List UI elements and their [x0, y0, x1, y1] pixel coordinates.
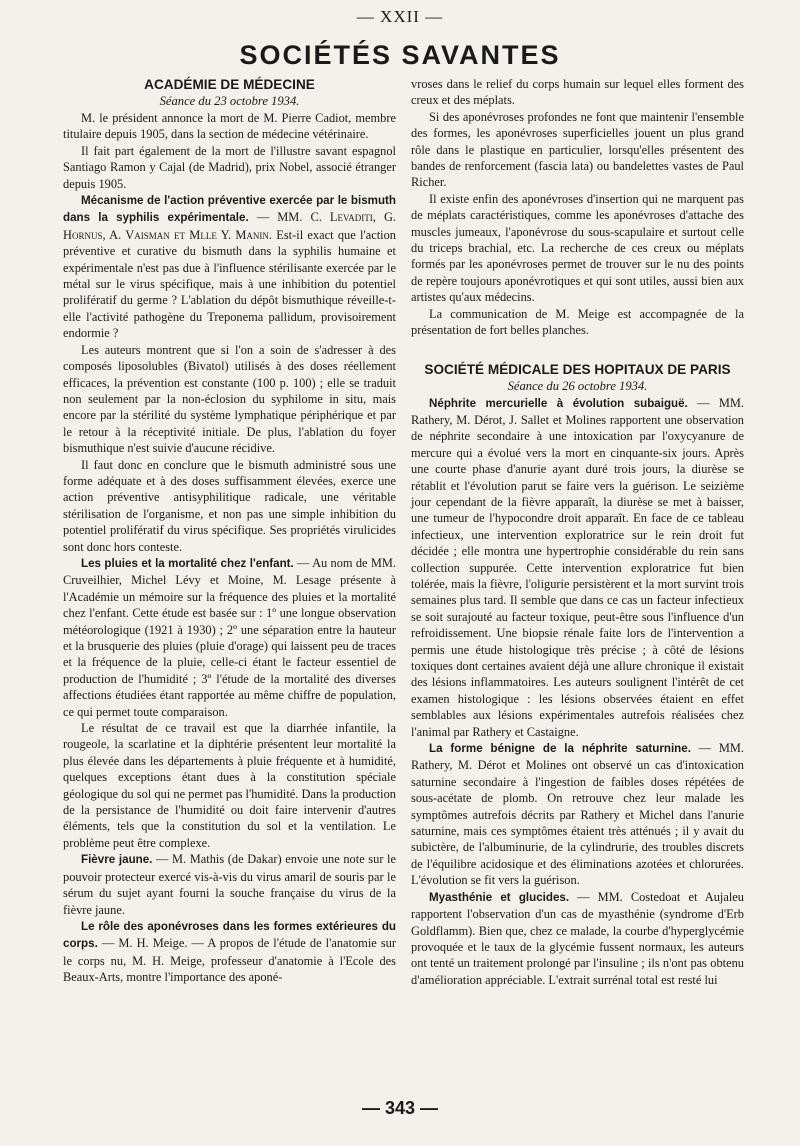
- paragraph-cajal: Il fait part également de la mort de l'illustre savant espagnol Santiago Ramon y Cajal (de Madrid), prix Nobel, associé étranger depuis 1905.: [63, 143, 396, 191]
- right-column: [411, 76, 744, 988]
- article-nephrite-mercurielle-title: Néphrite mercurielle à évolution subaiguë.: [429, 396, 688, 410]
- article-bismuth: [63, 192, 396, 342]
- article-pluies-title: Les pluies et la mortalité chez l'enfant.: [81, 556, 294, 570]
- article-fievre-jaune: [63, 851, 396, 918]
- article-myasthenie: [411, 889, 744, 988]
- article-pluies: [63, 555, 396, 720]
- societe-medicale-seance-date: Séance du 26 octobre 1934.: [507, 378, 648, 393]
- academie-heading: ACADÉMIE DE MÉDECINE: [144, 77, 315, 92]
- article-bismuth-title: Mécanisme de l'action préventive exercée par le bismuth dans la syphilis expérimentale.: [63, 194, 396, 225]
- article-nephrite-saturnine: [411, 740, 744, 889]
- article-fievre-jaune-text: — M. Mathis (de Dakar) envoie une note sur le pouvoir protecteur exercé vis-à-vis du virus amaril de souris par le sérum du sujet ayant fourni la souche française du virus de la fièvre jaune.: [63, 852, 397, 917]
- paragraph-aponevroses-profondes: Si des aponévroses profondes ne font que maintenir l'ensemble des formes, les aponévroses superficielles jouent un plus grand rôle dans le plastique en particulier, lorsqu'elles présentent des bandes de renforcement (fascia lata) ou bandelettes vastes de Paul Richer.: [411, 109, 744, 190]
- section-title: SOCIÉTÉS SAVANTES: [239, 40, 561, 70]
- article-bismuth-authors: — MM. C. Levaditi, G. Hornus, A. Vaisman et Mlle Y. Manin.: [63, 210, 396, 242]
- article-myasthenie-title: Myasthénie et glucides.: [429, 890, 570, 904]
- left-column: [63, 76, 396, 986]
- section-gap: [411, 339, 744, 361]
- article-aponevroses-text: — M. H. Meige. — A propos de l'étude de l'anatomie sur le corps nu, M. H. Meige, professeur d'anatomie à l'Ecole des Beaux-Arts, montre l'importance des aponé-: [63, 936, 396, 985]
- article-nephrite-saturnine-text: — MM. Rathery, M. Dérot et Molines ont observé un cas d'intoxication saturnine secondaire à l'ingestion de faibles doses répétées de sous-acétate de plomb. On retrouve chez leur malade les symptômes autrefois décrits par Rathery et Michel dans l'anurie saturnine, mais ces symptômes étaient très atténués ; il y avait du subictère, de l'albuminurie, de la cylindrurie, des troubles discrets de l'équilibre acidosique et des éliminations azotées et chlorurées. L'évolution se fit vers la guérison.: [411, 741, 744, 888]
- paragraph-aponevroses-insertion: Il existe enfin des aponévroses d'insertion qui ne marquent pas de méplats caractéristiques, comme les aponévroses d'attache des muscles jumeaux, l'aponévrose du sous-scapulaire et surtout celle du triceps brachial, etc. La recherche de ces creux ou méplats formés par les aponévroses permet de trouver sur le nu des points de repère toujours aponévrotiques et qui sont utiles, aussi bien aux artistes qu'aux médecins.: [411, 191, 744, 305]
- paragraph-cadiot: M. le président annonce la mort de M. Pierre Cadiot, membre titulaire depuis 1905, dans la section de médecine vétérinaire.: [63, 111, 396, 142]
- paragraph-meige-communication: La communication de M. Meige est accompagnée de la présentation de fort belles planches.: [411, 306, 744, 338]
- paragraph-pluies-results: Le résultat de ce travail est que la diarrhée infantile, la rougeole, la scarlatine et la diphtérie présentent leur mortalité la plus élevée dans les départements à pluie fréquente et à humidité, quelques exceptions étant dues à la constitution spéciale géologique du sol qui ne permet pas l'humidité. Dans la production de la persistance de l'humidité ou doit faire intervenir d'autres éléments, tels que la constitution du sol et la ventilation. Le problème peut être complexe.: [63, 721, 396, 850]
- article-nephrite-mercurielle: [411, 395, 744, 741]
- paragraph-aponevroses-cont: vroses dans le relief du corps humain sur lequel elles forment des creux et des méplats.: [411, 77, 744, 108]
- societe-medicale-heading: SOCIÉTÉ MÉDICALE DES HOPITAUX DE PARIS: [424, 361, 731, 377]
- footer-page-number: — 343 —: [361, 1098, 439, 1118]
- article-aponevroses-title: Le rôle des aponévroses dans les formes extérieures du corps.: [63, 919, 396, 951]
- article-nephrite-saturnine-title: La forme bénigne de la néphrite saturnine.: [429, 742, 691, 756]
- header-page-roman: — XXII —: [356, 7, 444, 26]
- article-myasthenie-text: — MM. Costedoat et Aujaleu rapportent l'observation d'un cas de myasthénie (syndrome d'Erb Goldflamm). Bien que, chez ce malade, la courbe d'hyperglycémie provoquée et le taux de la glycémie fussent normaux, les auteurs ont tenté un traitement prolongé par l'insuline ; ils n'ont pas obtenu d'amélioration appréciable. L'extrait surrénal total est resté lui: [411, 889, 744, 987]
- paragraph-bismuth-conclusion: Il faut donc en conclure que le bismuth administré sous une forme adéquate et à des doses suffisamment élevées, exerce une action préventive antisyphilitique radicale, une véritable stérilisation de l'organisme, et non pas une simple inhibition du potentiel prolifératif du virus spécifique. Ses propriétés virulicides sont donc hors conteste.: [63, 457, 396, 554]
- academie-seance-date: Séance du 23 octobre 1934.: [159, 94, 300, 108]
- article-aponevroses: [63, 918, 396, 986]
- article-nephrite-mercurielle-text: — MM. Rathery, M. Dérot, J. Sallet et Molines rapportent une observation de néphrite secondaire à une intoxication par l'oxycyanure de mercure qui a évolué vers la mort en cinquante-six jours. Après une courte phase d'anurie ayant duré trois jours, la diurèse se rétablit et l'évolution parut se faire vers la guérison. Le seizième jour cependant de la fièvre apparaît, la diurèse se met à baisser, une tumeur de l'hypocondre droit apparaît. En face de ce tableau infectieux, une intervention exploratrice sur le rein droit fut décidée ; elle montra une hypertrophie considérable du rein sans collection suppurée. Cette intervention exploratrice fut bien tolérée, mais la fièvre, l'oligurie persistèrent et la mort survint trois semaines plus tard. Il semble que dans ce cas un facteur infectieux se soit surajouté au facteur toxique, peut-être sous l'influence d'un refroidissement. Une biopsie rénale faite lors de l'intervention a permis une étude histologique très précise ; à côté de lésions toxiques dont certaines avaient déjà une allure chronique il existait des lésions inflammatoires. Les auteurs soulignent l'intérêt de cet examen histologique : les lésions observées étaient en effet semblables aux lésions expérimentales autrefois réalisées chez l'animal par Rathery et Castaigne.: [411, 395, 744, 739]
- article-pluies-text: — Au nom de MM. Cruveilhier, Michel Lévy et Moine, M. Lesage présente à l'Académie un mémoire sur la fréquence des pluies et la mortalité chez l'enfant. Cette étude est basée sur : 1º une longue observation météorologique (1921 à 1930) ; 2º une séparation entre la hauteur et la brusquerie des pluies (pluie d'orage) qui laissent peu de traces et la fréquence de la pluie, celle-ci étant le facteur essentiel de production de l'humidité ; 3º l'étude de la mortalité des diverses affections étudiées étant rapportée au même chiffre de population, ce qui permet toute comparaison.: [63, 555, 396, 719]
- article-fievre-jaune-title: Fièvre jaune.: [81, 853, 153, 867]
- article-bismuth-text: Est-il exact que l'action préventive et curative du bismuth dans la syphilis humaine et expérimentale n'est pas due à l'influence stérilisante exercée par le métal sur le virus spécifique, mais à une inhibition du potentiel prolifératif du germe ? L'ablation du dépôt bismuthique réveille-t-elle l'activité pathogène du Treponema pallidum, provisoirement endormie ?: [63, 227, 396, 341]
- paragraph-bismuth-results: Les auteurs montrent que si l'on a soin de s'adresser à des composés liposolubles (Bivatol) utilisés à des doses réellement efficaces, la prévention est constante (100 p. 100) ; elle se traduit non seulement par la non-éclosion du syphilome in situ, mais encore par la stérilité du système lymphatique périphérique et par le retour à la réceptivité initiale. De plus, l'ablation du foyer bismuthique n'est suivie d'aucune récidive.: [63, 342, 396, 456]
